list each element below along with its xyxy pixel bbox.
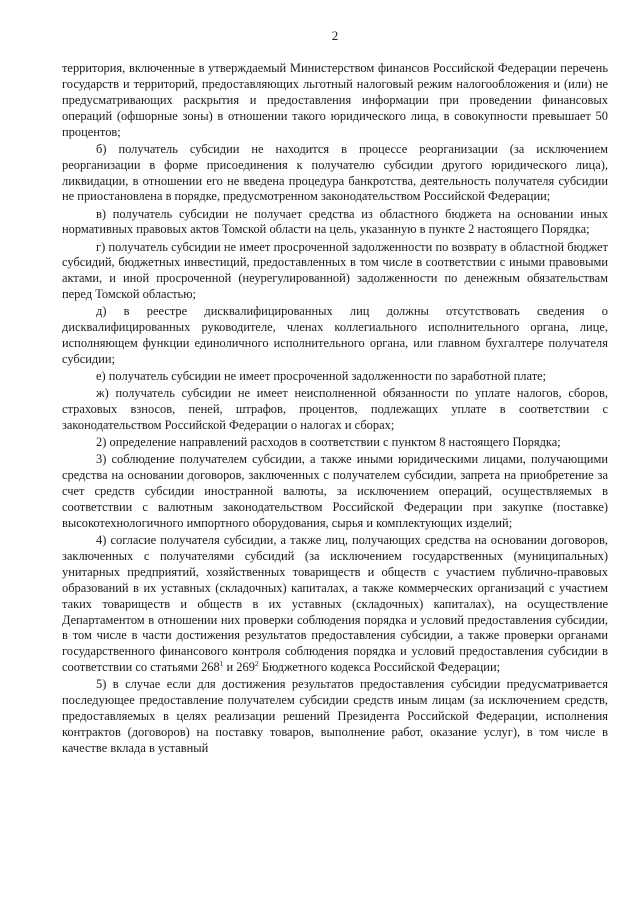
paragraph-zh: ж) получатель субсидии не имеет неисполненной обязанности по уплате налогов, сборов, страховых взносов, пеней, штрафов, процентов, подлежащих уплате в соответствии с законодательством Российской Федерации о налогах и сборах; [62,386,608,433]
paragraph-3: 3) соблюдение получателем субсидии, а также иными юридическими лицами, получающими средства на основании договоров, заключенных с получателем субсидии, запрета на приобретение за счет средств субсидии иностранной валюты, за исключением операций, осуществляемых в соответствии с валютным законодательством Российской Федерации при закупке (поставке) высокотехнологичного импортного оборудования, сырья и комплектующих изделий; [62,452,608,530]
paragraph-g: г) получатель субсидии не имеет просроченной задолженности по возврату в областной бюджет субсидий, бюджетных инвестиций, предоставленных в том числе в соответствии с иными правовыми актами, и иной просроченной (неурегулированной) задолженности по денежным обязательствам перед Томской областью; [62,239,608,302]
paragraph-continuation: территория, включенные в утверждаемый Министерством финансов Российской Федерации перечень государств и территорий, предоставляющих льготный налоговый режим налогообложения и (или) не предусматривающих раскрытия и предоставления информации при проведении финансовых операций (офшорные зоны) в отношении такого юридического лица, в совокупности превышает 50 процентов; [62,61,608,139]
superscript-2: 2 [254,659,259,669]
document-page [62,28,608,758]
paragraph-4-text-middle: и 269 [223,660,255,675]
paragraph-4-text-after: Бюджетного кодекса Российской Федерации; [258,660,501,675]
paragraph-b: б) получатель субсидии не находится в процессе реорганизации (за исключением реорганизации в форме присоединения к получателю субсидии другого юридического лица), ликвидации, в отношении его не введена процедура банкротства, деятельность получателя субсидии не приостановлена в порядке, предусмотренном законодательством Российской Федерации; [62,141,608,204]
paragraph-d: д) в реестре дисквалифицированных лиц должны отсутствовать сведения о дисквалифицированных руководителе, членах коллегиального исполнительного органа, лице, исполняющем функции единоличного исполнительного органа, или главном бухгалтере получателя субсидии; [62,304,608,367]
paragraph-5: 5) в случае если для достижения результатов предоставления субсидии предусматривается последующее предоставление получателем субсидии средств иным лицам (за исключением средств, предоставляемых в целях реализации решений Президента Российской Федерации, исполнения контрактов (договоров) на поставку товаров, выполнение работ, оказание услуг), в том числе в качестве вклада в уставный [62,677,608,755]
page-number: 2 [331,28,339,43]
paragraph-2: 2) определение направлений расходов в соответствии с пунктом 8 настоящего Порядка; [96,435,561,450]
paragraph-v: в) получатель субсидии не получает средства из областного бюджета на основании иных нормативных правовых актов Томской области на цель, указанную в пункте 2 настоящего Порядка; [62,206,608,237]
superscript-1: 1 [219,659,224,669]
paragraph-4-text-before: 4) согласие получателя субсидии, а также лиц, получающих средства на основании договоров, заключенных с получателями субсидий (за исключением государственных (муниципальных) унитарных предприятий, хозяйственных товариществ и обществ с участием публично-правовых образований в их уставных (складочных) капиталах, а также коммерческих организаций с участием таких товариществ и обществ в их уставных (складочных) капиталах), на осуществление Департаментом в отношении них проверки соблюдения порядка и условий предоставления субсидии, в том числе в части достижения результатов предоставления субсидии, а также проверки органами государственного финансового контроля соблюдения порядка и условий предоставления субсидии в соответствии со статьями 268 [62,532,608,675]
paragraph-e: е) получатель субсидии не имеет просроченной задолженности по заработной плате; [96,369,547,384]
paragraph-4 [62,533,608,676]
